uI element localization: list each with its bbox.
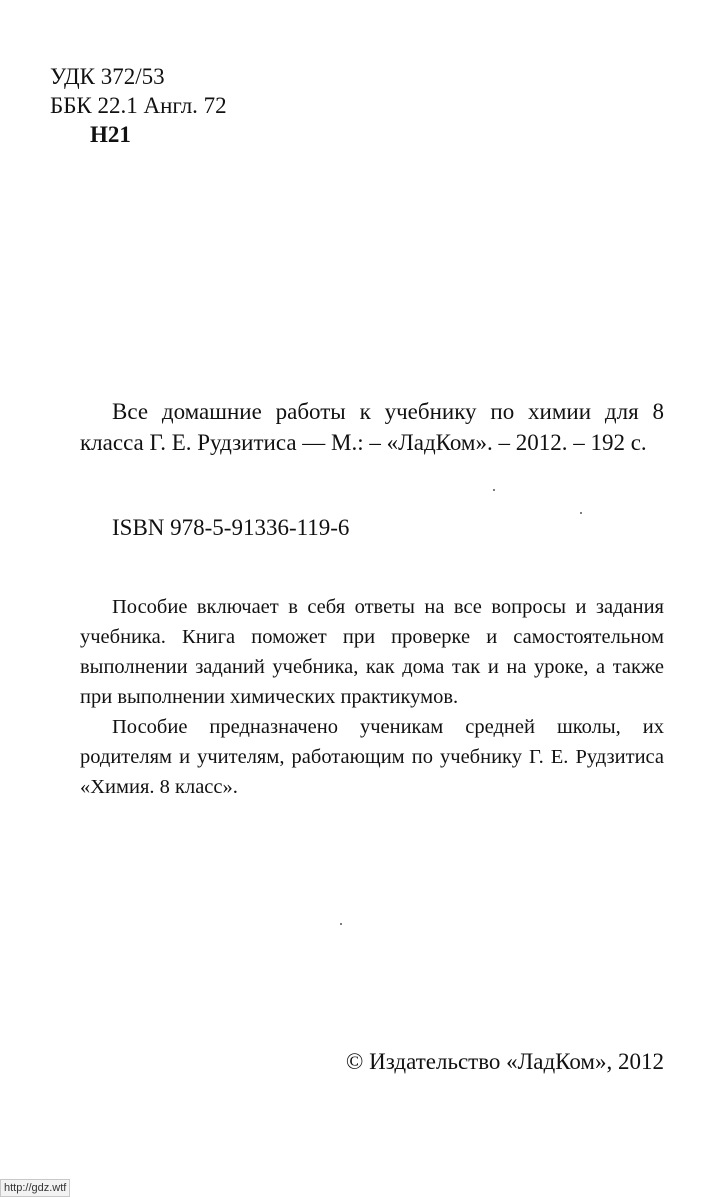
copyright-line: © Издательство «ЛадКом», 2012 (345, 1049, 664, 1074)
udk-code: УДК 372/53 (50, 64, 165, 89)
classification-codes (50, 62, 227, 149)
bbk-code: ББК 22.1 Англ. 72 (50, 93, 227, 118)
bibliographic-description: Все домашние работы к учебнику по химии для 8 класса Г. Е. Рудзитиса — М.: – «ЛадКом». – 2012. – 192 с. (80, 399, 664, 455)
author-code: Н21 (90, 122, 131, 147)
scan-speck (580, 512, 582, 514)
abstract (80, 592, 664, 802)
isbn-number: ISBN 978-5-91336-119-6 (112, 515, 350, 540)
abstract-paragraph: Пособие предназначено ученикам средней школы, их родителям и учителям, работающим по учебнику Г. Е. Рудзитиса «Химия. 8 класс». (80, 716, 664, 798)
watermark-link[interactable]: http://gdz.wtf (0, 1179, 70, 1197)
scan-speck (340, 923, 342, 925)
abstract-paragraph: Пособие включает в себя ответы на все вопросы и задания учебника. Книга поможет при проверке и самостоятельном выполнении заданий учебника, как дома так и на уроке, а также при выполнении химических практикумов. (80, 596, 664, 708)
scan-speck (493, 489, 495, 491)
